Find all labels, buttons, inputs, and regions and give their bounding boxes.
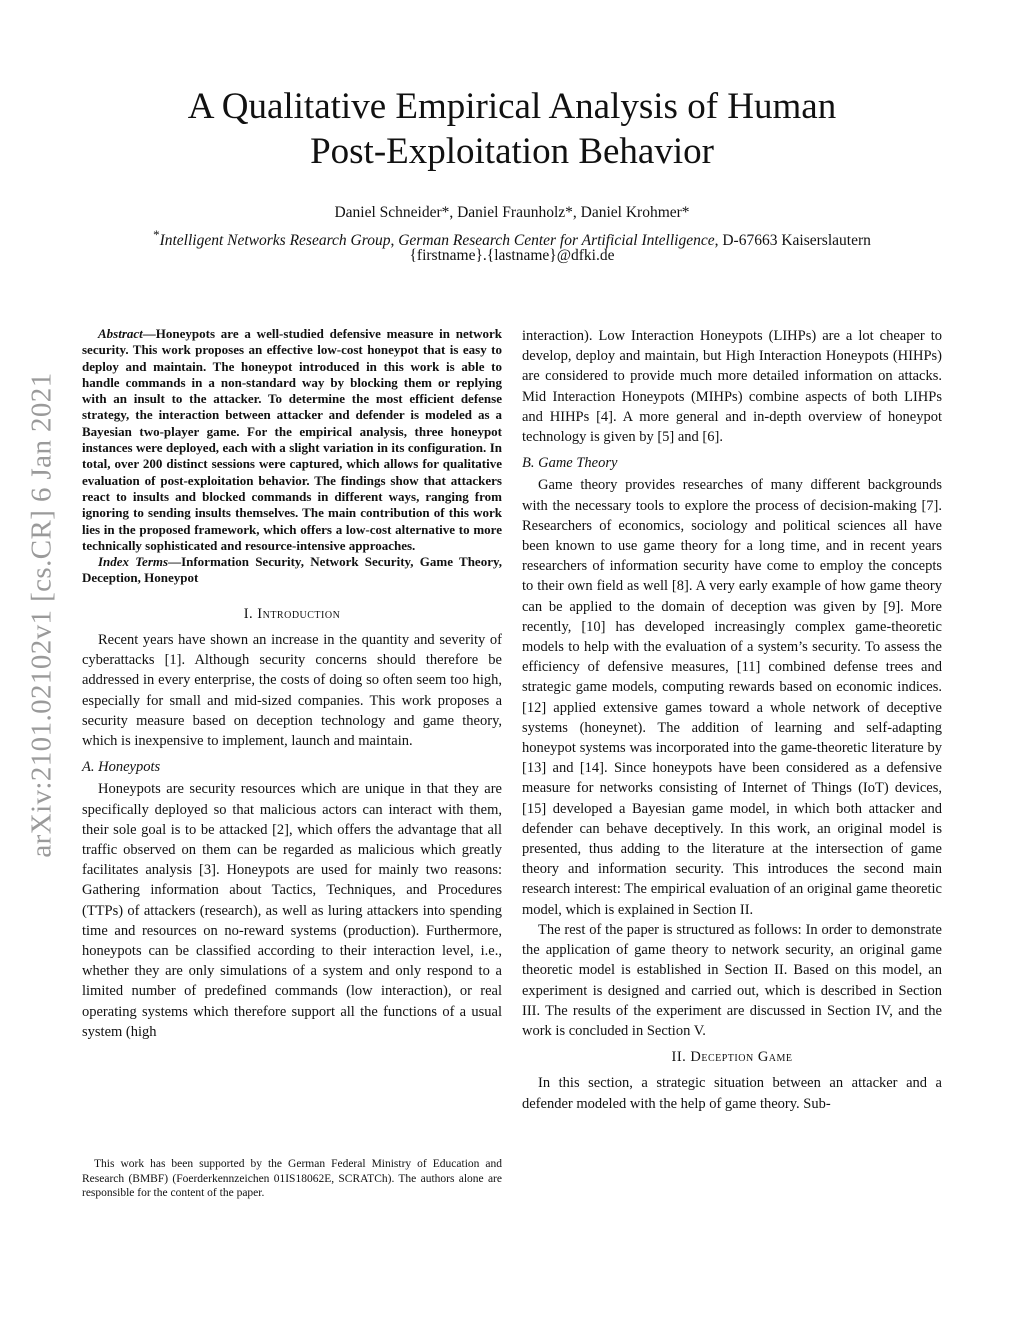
index-terms: [82, 554, 502, 587]
abstract: [82, 326, 502, 554]
left-column: [82, 326, 502, 1042]
arxiv-identifier: arXiv:2101.02102v1 [cs.CR] 6 Jan 2021: [25, 372, 58, 858]
affiliation-center: German Research Center for Artificial Intelligence: [398, 232, 715, 250]
title-line-1: A Qualitative Empirical Analysis of Human: [187, 86, 837, 127]
abstract-text: —Honeypots are a well-studied defensive measure in network security. This work proposes an effective low-cost honeypot that is easy to deploy and maintain. The honeypot introduced in this work is able to handle commands in a non-standard way by blocking them or replying with an insult to the attacker. To determine the most efficient defense strategy, the interaction between attacker and defender is modeled as a Bayesian two-player game. For the empirical analysis, three honeypot instances were deployed, each with a slight variation in its configuration. In total, over 200 distinct sessions were captured, which allows for qualitative evaluation of post-exploitation behavior. The findings show that attackers react to insults and blocked commands in different ways, ranging from ignoring to sending insults themselves. The main contribution of this work lies in the proposed framework, which offers a low-cost alternative to more technically sophisticated and resource-intensive approaches.: [82, 326, 502, 553]
funding-footnote: This work has been supported by the German Federal Ministry of Education and Research (BMBF) (Foerderkennzeichen 01IS18062E, SCRATCh). The authors alone are responsible for the content of the paper.: [82, 1158, 502, 1199]
section-heading-introduction: I. Introduction: [243, 605, 341, 622]
affiliation-separator: ,: [390, 232, 399, 250]
subsection-heading-honeypots: A. Honeypots: [82, 759, 161, 776]
introduction-paragraph: Recent years have shown an increase in the quantity and severity of cyberattacks [1]. Although security concerns should therefore be addressed in every enterprise, the costs of doing so often seem too high, especially for small and mid-sized companies. This work proposes a security measure based on deception technology and game theory, which is inexpensive to implement, launch and maintain.: [82, 631, 502, 749]
subsection-heading-game-theory: B. Game Theory: [522, 455, 618, 472]
section-heading-deception-game: II. Deception Game: [671, 1049, 793, 1066]
arxiv-sidebar: [12, 320, 72, 910]
paper-structure-paragraph: The rest of the paper is structured as follows: In order to demonstrate the application of game theory to network security, an original game theoretic model is established in Section II. Based on this model, an experiment is designed and carried out, which is described in Section III. The results of the experiment are discussed in Section IV, and the work is concluded in Section V.: [522, 921, 942, 1039]
index-terms-label: Index Terms: [98, 554, 169, 570]
title-line-2: Post-Exploitation Behavior: [310, 131, 714, 172]
abstract-label: Abstract: [98, 326, 143, 341]
author-email: {firstname}.{lastname}@dfki.de: [409, 247, 615, 264]
affiliation-mark: *: [153, 227, 160, 242]
deception-game-paragraph: In this section, a strategic situation between an attacker and a defender modeled with the help of game theory. Sub-: [522, 1075, 942, 1112]
author-list: Daniel Schneider*, Daniel Fraunholz*, Daniel Krohmer*: [334, 204, 690, 221]
paper-title: [0, 84, 1024, 174]
affiliation-place: , D-67663 Kaiserslautern: [714, 232, 871, 250]
right-column: [522, 326, 942, 1114]
honeypots-paragraph: Honeypots are security resources which are unique in that they are specifically deployed so that malicious actors can interact with them, their sole goal is to be attacked [2], which offers the advantage that all traffic observed on them can be regarded as malicious which greatly facilitates analysis [3]. Honeypots are used for mainly two reasons: Gathering information about Tactics, Techniques, and Procedures (TTPs) of attackers (research), as well as luring attackers into spending time and resources on no-reward systems (production). Furthermore, honeypots can be classified according to their interaction level, i.e., whether they are only simulations of a system and only respond to a limited number of predefined commands (low interaction), or real operating systems which therefore support all the functions of a usual system (high: [82, 781, 502, 1040]
honeypots-continued-paragraph: interaction). Low Interaction Honeypots (LIHPs) are a lot cheaper to develop, deploy and maintain, but High Interaction Honeypots (HIHPs) are considered to provide much more detailed information on attacks. Mid Interaction Honeypots (MIHPs) combine aspects of both LIHPs and HIHPs [4]. A more general and in-depth overview of honeypot technology is given by [5] and [6].: [522, 328, 942, 446]
game-theory-paragraph: Game theory provides researches of many different backgrounds with the necessary tools to explore the process of decision-making [7]. Researchers of economics, sociology and political sciences all have been known to use game theory for a long time, and in recent years researchers of information security have come to employ the concepts to their own field as well [8]. A very early example of how game theory can be applied to the domain of deception was given by [9]. More recently, [10] has developed increasingly complex game-theoretic models to help with the evaluation of a system’s security. To assess the efficiency of defensive measures, [11] combined defense trees and strategic game models, computing rewards based on economic indices. [12] applied extensive games toward a whole network of deceptive systems (honeynet). The addition of learning and self-adapting honeypot systems was incorporated into the game-theoretic literature by [13] and [14]. Since honeypots have been considered as a defensive measure for networks consisting of Internet of Things (IoT) devices, [15] developed a Bayesian game model, in which both attacker and defender can behave deceptively. In this work, an original model is presented, thus adding to the literature at the intersection of game theory and information security. This introduces the second main research interest: The empirical evaluation of an original game theoretic model, which is explained in Section II.: [522, 477, 942, 918]
affiliation-group: Intelligent Networks Research Group: [159, 232, 391, 250]
index-terms-text: —Information Security, Network Security, Game Theory, Deception, Honeypot: [82, 554, 503, 586]
